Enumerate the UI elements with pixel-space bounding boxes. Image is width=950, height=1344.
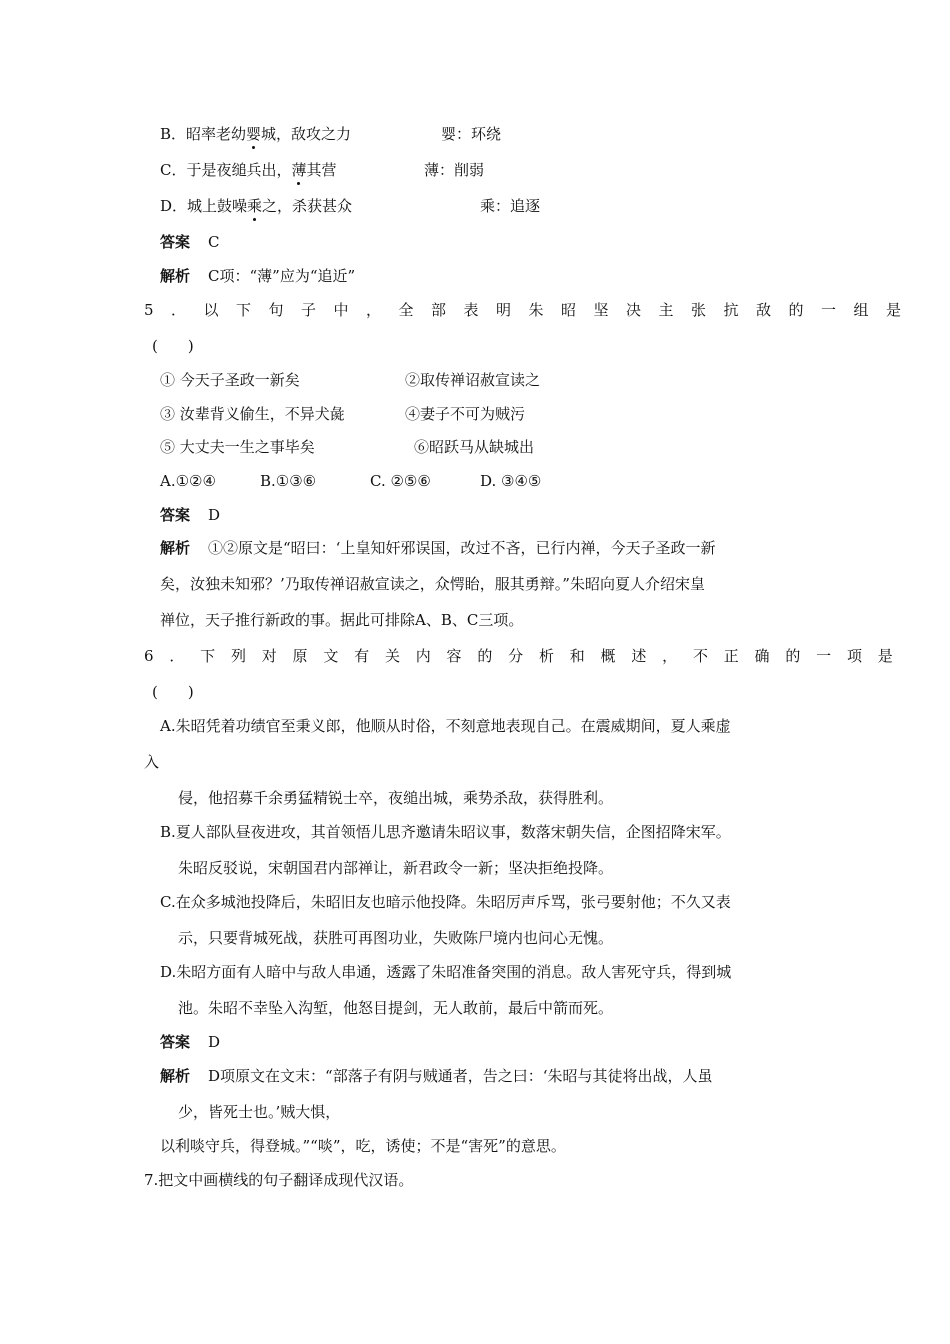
q5-item-5: ⑤ 大丈夫一生之事毕矣 [160, 438, 315, 456]
q4-option-c-dotted-char: 薄 [291, 161, 307, 179]
q6-analysis-text-1: D项原文在文末：“部落子有阴与贼通者，告之曰：‘朱昭与其徒将出战，人虽 [208, 1067, 713, 1085]
q4-option-d [160, 196, 352, 216]
q4-option-d-text-pre: D．城上鼓噪 [160, 197, 248, 215]
q4-option-c-text-post: 其营 [306, 161, 337, 179]
q4-analysis-label: 解析 [160, 267, 191, 285]
q6-option-a-line-1: A.朱昭凭着功绩官至秉义郎，他顺从时俗，不刻意地表现自己。在震威期间，夏人乘虚 [160, 717, 731, 735]
q4-answer-label: 答案 [160, 233, 191, 251]
q5-choice-c: C. ②⑤⑥ [370, 472, 431, 490]
q4-analysis [160, 266, 355, 286]
q6-blank: ( ) [152, 683, 194, 701]
q5-choice-b: B.①③⑥ [260, 472, 317, 490]
q5-analysis-label: 解析 [160, 539, 191, 557]
q4-option-b-text-pre: B．昭率老幼 [160, 125, 247, 143]
q5-item-4: ④妻子不可为贼污 [405, 405, 526, 423]
q6-analysis-line-1 [160, 1066, 712, 1086]
q4-analysis-text: C项：“薄”应为“追近” [208, 267, 356, 285]
q5-choice-d: D. ③④⑤ [480, 472, 542, 490]
q6-option-a-line-3: 侵，他招募千余勇猛精锐士卒，夜缒出城，乘势杀敌，获得胜利。 [178, 789, 614, 807]
q4-answer [160, 232, 220, 252]
q4-option-b [160, 124, 351, 144]
q4-option-b-text-post: 城，敌攻之力 [261, 125, 352, 143]
q6-analysis-line-2: 少，皆死士也。’贼大惧， [178, 1103, 341, 1121]
q5-analysis-text-1: ①②原文是“昭曰：‘上皇知奸邪误国，改过不吝，已行内禅，今天子圣政一新 [208, 539, 716, 557]
q5-answer [160, 505, 220, 525]
q5-analysis-line-2: 矣，汝独未知邪？’乃取传禅诏赦宣读之，众愕眙，服其勇辩。”朱昭向夏人介绍宋皇 [160, 575, 705, 593]
q6-answer-label: 答案 [160, 1033, 191, 1051]
q4-answer-value: C [208, 233, 220, 251]
q5-choice-a: A.①②④ [160, 472, 216, 490]
q6-analysis-label: 解析 [160, 1067, 191, 1085]
q5-analysis-line-1 [160, 538, 715, 558]
q5-answer-label: 答案 [160, 506, 191, 524]
q5-item-6: ⑥昭跃马从缺城出 [414, 438, 535, 456]
q6-option-a-line-2: 入 [144, 753, 160, 771]
q6-option-d-line-1: D.朱昭方面有人暗中与敌人串通，透露了朱昭准备突围的消息。敌人害死守兵，得到城 [160, 963, 732, 981]
q4-option-d-gloss: 乘：追逐 [480, 197, 541, 215]
q5-answer-value: D [208, 506, 221, 524]
q6-option-b-line-2: 朱昭反驳说，宋朝国君内部禅让，新君政令一新；坚决拒绝投降。 [178, 859, 614, 877]
q7-stem: 7.把文中画横线的句子翻译成现代汉语。 [144, 1171, 414, 1189]
q6-analysis-line-3: 以利啖守兵，得登城。”“啖”，吃，诱使；不是“害死”的意思。 [160, 1137, 566, 1155]
q5-blank: ( ) [152, 337, 194, 355]
q6-stem: 6．下列对原文有关内容的分析和概述，不正确的一项是 [144, 647, 909, 665]
q5-item-1: ① 今天子圣政一新矣 [160, 371, 300, 389]
q6-option-c-line-1: C.在众多城池投降后，朱昭旧友也暗示他投降。朱昭厉声斥骂，张弓要射他；不久又表 [160, 893, 731, 911]
q4-option-d-dotted-char: 乘 [247, 197, 263, 215]
q4-option-b-gloss: 婴：环绕 [441, 125, 502, 143]
q6-option-c-line-2: 示，只要背城死战，获胜可再图功业，失败陈尸境内也问心无愧。 [178, 929, 614, 947]
q6-option-b-line-1: B.夏人部队昼夜进攻，其首领悟儿思齐邀请朱昭议事，数落宋朝失信，企图招降宋军。 [160, 823, 731, 841]
q4-option-c-text-pre: C．于是夜缒兵出， [160, 161, 292, 179]
q5-item-3: ③ 汝辈背义偷生，不异犬彘 [160, 405, 345, 423]
q6-option-d-line-2: 池。朱昭不幸坠入沟堑，他怒目提剑，无人敢前，最后中箭而死。 [178, 999, 614, 1017]
q4-option-c [160, 160, 337, 180]
q5-stem: 5．以下句子中，全部表明朱昭坚决主张抗敌的一组是 [144, 301, 919, 319]
q4-option-c-gloss: 薄：削弱 [424, 161, 485, 179]
q4-option-b-dotted-char: 婴 [246, 125, 262, 143]
q6-answer-value: D [208, 1033, 221, 1051]
q5-item-2: ②取传禅诏赦宣读之 [405, 371, 541, 389]
q6-answer [160, 1032, 220, 1052]
q5-analysis-line-3: 禅位，天子推行新政的事。据此可排除A、B、C三项。 [160, 611, 524, 629]
q4-option-d-text-post: 之，杀获甚众 [262, 197, 353, 215]
